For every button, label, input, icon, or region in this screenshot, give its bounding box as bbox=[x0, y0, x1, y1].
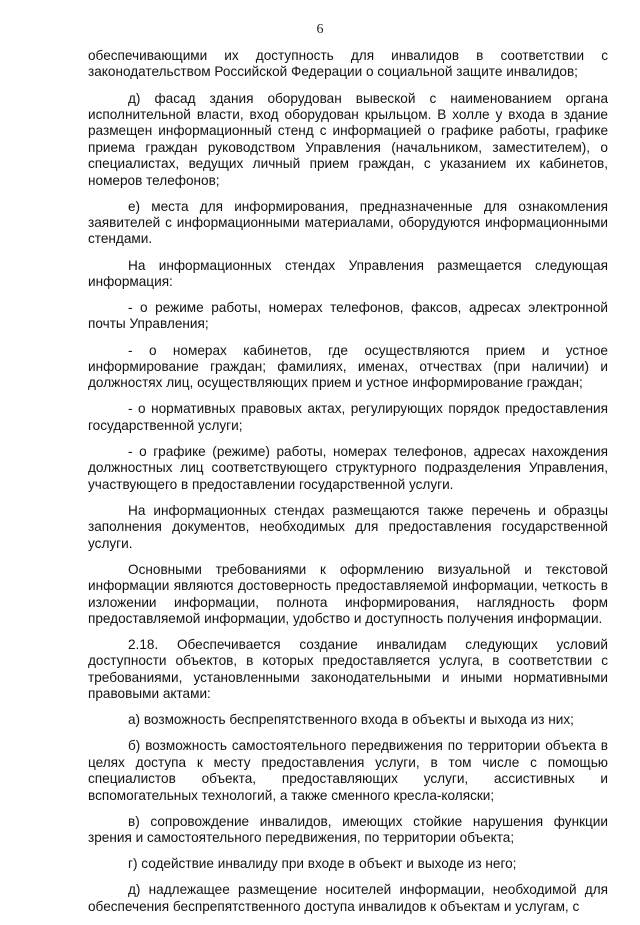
paragraph-2: е) места для информирования, предназначенные для ознакомления заявителей с информационными материалами, оборудуются информационными стендами. bbox=[88, 198, 608, 247]
paragraph-15: д) надлежащее размещение носителей информации, необходимой для обеспечения беспрепятственного доступа инвалидов к объектам и услугам, с bbox=[88, 882, 608, 914]
paragraph-9: Основными требованиями к оформлению визуальной и текстовой информации являются достоверность предоставляемой информации, четкость в изложении информации, полнота информирования, наглядность форм предоставляемой информации, удобство и доступность получения информации. bbox=[88, 561, 608, 626]
paragraph-1: д) фасад здания оборудован вывеской с наименованием органа исполнительной власти, вход оборудован крыльцом. В холле у входа в здание размещен информационный стенд с информацией о графике работы, графике приема граждан руководством Управления (начальником, заместителем), о специалистах, ведущих личный прием граждан, с указанием их кабинетов, номеров телефонов; bbox=[88, 90, 608, 188]
paragraph-5: - о номерах кабинетов, где осуществляются прием и устное информирование граждан; фамилиях, именах, отчествах (при наличии) и должностях лиц, осуществляющих прием и устное информирование граждан; bbox=[88, 342, 608, 391]
paragraph-0: обеспечивающими их доступность для инвалидов в соответствии с законодательством Российской Федерации о социальной защите инвалидов; bbox=[88, 48, 608, 80]
paragraph-11: а) возможность беспрепятственного входа в объекты и выхода из них; bbox=[128, 712, 574, 728]
paragraph-4: - о режиме работы, номерах телефонов, факсов, адресах электронной почты Управления; bbox=[88, 300, 608, 332]
paragraph-14: г) содействие инвалиду при входе в объект и выходе из него; bbox=[128, 856, 517, 872]
paragraph-12: б) возможность самостоятельного передвижения по территории объекта в целях доступа к месту предоставления услуги, в том числе с помощью специалистов объекта, предоставляющих услуги, ассистивных и вспомогательных технологий, а также сменного кресла-коляски; bbox=[88, 738, 608, 803]
paragraph-10: 2.18. Обеспечивается создание инвалидам следующих условий доступности объектов, в которых предоставляется услуга, в соответствии с требованиями, установленными законодательными и иными нормативными правовыми актами: bbox=[88, 637, 608, 702]
paragraph-8: На информационных стендах размещаются также перечень и образцы заполнения документов, необходимых для предоставления государственной услуги. bbox=[88, 502, 608, 551]
page-number: 6 bbox=[316, 22, 324, 37]
paragraph-7: - о графике (режиме) работы, номерах телефонов, адресах нахождения должностных лиц соответствующего структурного подразделения Управления, участвующего в предоставлении государственной услуги. bbox=[88, 443, 608, 492]
paragraph-6: - о нормативных правовых актах, регулирующих порядок предоставления государственной услуги; bbox=[88, 401, 608, 433]
paragraph-3: На информационных стендах Управления размещается следующая информация: bbox=[88, 257, 608, 289]
document-body bbox=[88, 48, 608, 925]
paragraph-13: в) сопровождение инвалидов, имеющих стойкие нарушения функции зрения и самостоятельного передвижения, по территории объекта; bbox=[88, 813, 608, 846]
